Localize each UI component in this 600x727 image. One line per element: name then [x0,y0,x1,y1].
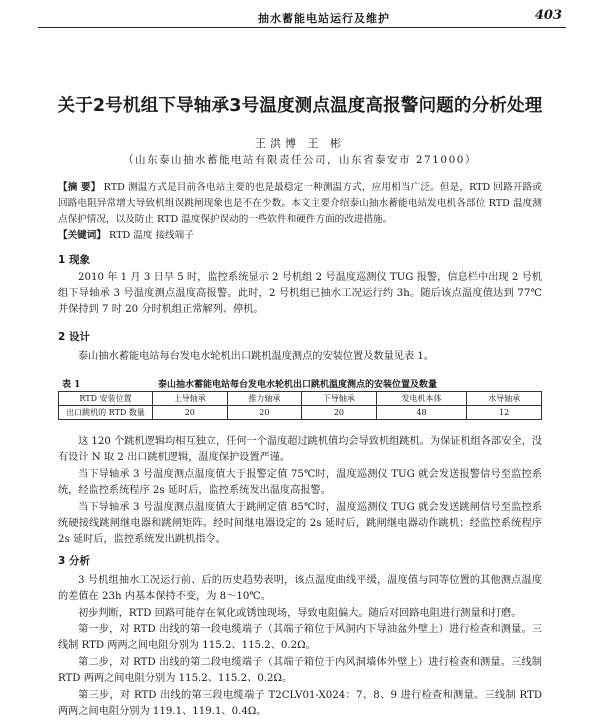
table-row [59,406,542,420]
table-cell: 20 [302,406,377,420]
table-cell: 20 [227,406,302,420]
abstract-label: 【摘 要】 [58,182,101,193]
table-header-cell: 水导轴承 [467,392,542,406]
authors: 王洪博 王 彬 [255,137,345,150]
section-heading-1: 1 现象 [58,254,90,266]
table-title: 泰山抽水蓄能电站每台发电水轮机出口跳机温度测点的安装位置及数量 [158,380,438,390]
table-header-cell: 发电机本体 [376,392,467,406]
page-number: 403 [534,8,562,23]
abstract [58,180,542,228]
keywords [58,229,542,243]
table-header-row [59,392,542,406]
keywords-label: 【关键词】 [58,230,106,241]
paragraph: 第三步，对 RTD 出线的第三段电缆端子 T2CLV01-X024：7、8、9 进行检查和测量。三线制 RTD 两两之间电阻分别为 119.1、119.1、0.4Ω。 [58,690,542,717]
table-header-cell: 推力轴承 [227,392,302,406]
table-cell: 48 [376,406,467,420]
paragraph: 当下导轴承 3 号温度测点温度值大于报警定值 75℃时，温度巡测仪 TUG 就会发送报警信号至监控系统，经监控系统程序 2s 延时后，监控系统发出温度高报警。 [58,469,542,496]
paragraph: 泰山抽水蓄能电站每台发电水轮机出口跳机温度测点的安装位置及数量见表 1。 [78,351,435,362]
running-header [38,6,566,28]
paragraph: 3 号机组抽水工况运行前、后的历史趋势表明，该点温度曲线平缓，温度值与同等位置的其他测点温度的差值在 23h 内基本保持不变，为 8～10℃。 [58,575,542,602]
table-number: 表 1 [62,380,81,390]
journal-name: 抽水蓄能电站运行及维护 [258,12,390,25]
abstract-text: RTD 测温方式是目前各电站主要的也是最稳定一种测温方式，应用相当广泛。但是，RTD 回路开路或回路电阻异常增大导致机组误跳闸现象也是不在少数。本文主要介绍泰山抽水蓄能电站发电机各部位 RTD 温度测点保护情况，以及防止 RTD 温度保护误动的一些软件和硬件方面的改进措施。 [58,182,542,225]
table-cell: 20 [153,406,228,420]
table-header-cell: 上导轴承 [153,392,228,406]
paragraph: 第二步，对 RTD 出线的第二段电缆端子（其端子箱位于内风洞墙体外壁上）进行检查和测量。三线制 RTD 两两之间电阻分别为 115.2、115.2、0.2Ω。 [58,657,542,684]
section-heading-2: 2 设计 [58,331,90,343]
paragraph: 第一步，对 RTD 出线的第一段电缆端子（其端子箱位于风洞内下导油盆外壁上）进行检查和测量。三线制 RTD 两两之间电阻分别为 115.2、115.2、0.2Ω。 [58,624,542,651]
keywords-text: RTD 温度 接线端子 [109,230,194,241]
section-heading-3: 3 分析 [58,555,90,567]
table-header-cell: RTD 安装位置 [59,392,153,406]
table-cell: 12 [467,406,542,420]
paper-title: 关于2号机组下导轴承3号温度测点温度高报警问题的分析处理 [57,96,543,116]
table-cell: 出口跳机的 RTD 数量 [59,406,153,420]
data-table [58,391,542,420]
paragraph: 2010 年 1 月 3 日早 5 时，监控系统显示 2 号机组 2 号温度巡测仪 TUG 报警，信息栏中出现 2 号机组下导轴承 3 号温度测点温度高报警。此时，2 号机组已抽水工况运行约 3h。随后该点温度值达到 77℃并保持到 7 时 20 分时机组正常解列、停机。 [58,272,542,315]
paragraph: 初步判断，RTD 回路可能存在氧化或锈蚀现场，导致电阻偏大。随后对回路电阻进行测量和打磨。 [78,608,522,619]
paragraph: 当下导轴承 3 号温度测点温度值大于跳闸定值 85℃时，温度巡测仪 TUG 就会发送跳闸信号至监控系统硬接线跳闸继电器和跳闸矩阵。经时间继电器设定的 2s 延时后，跳闸继电器动作跳机；经监控系统程序 2s 延时后，监控系统发出跳机指令。 [58,502,542,545]
affiliation: （山东泰山抽水蓄能电站有限责任公司，山东省泰安市 271000） [123,154,477,166]
table-header-cell: 下导轴承 [302,392,377,406]
paragraph: 这 120 个跳机逻辑均相互独立，任何一个温度超过跳机值均会导致机组跳机。为保证机组各部安全，没有设计 N 取 2 出口跳机逻辑，温度保护设置严谨。 [58,436,542,463]
